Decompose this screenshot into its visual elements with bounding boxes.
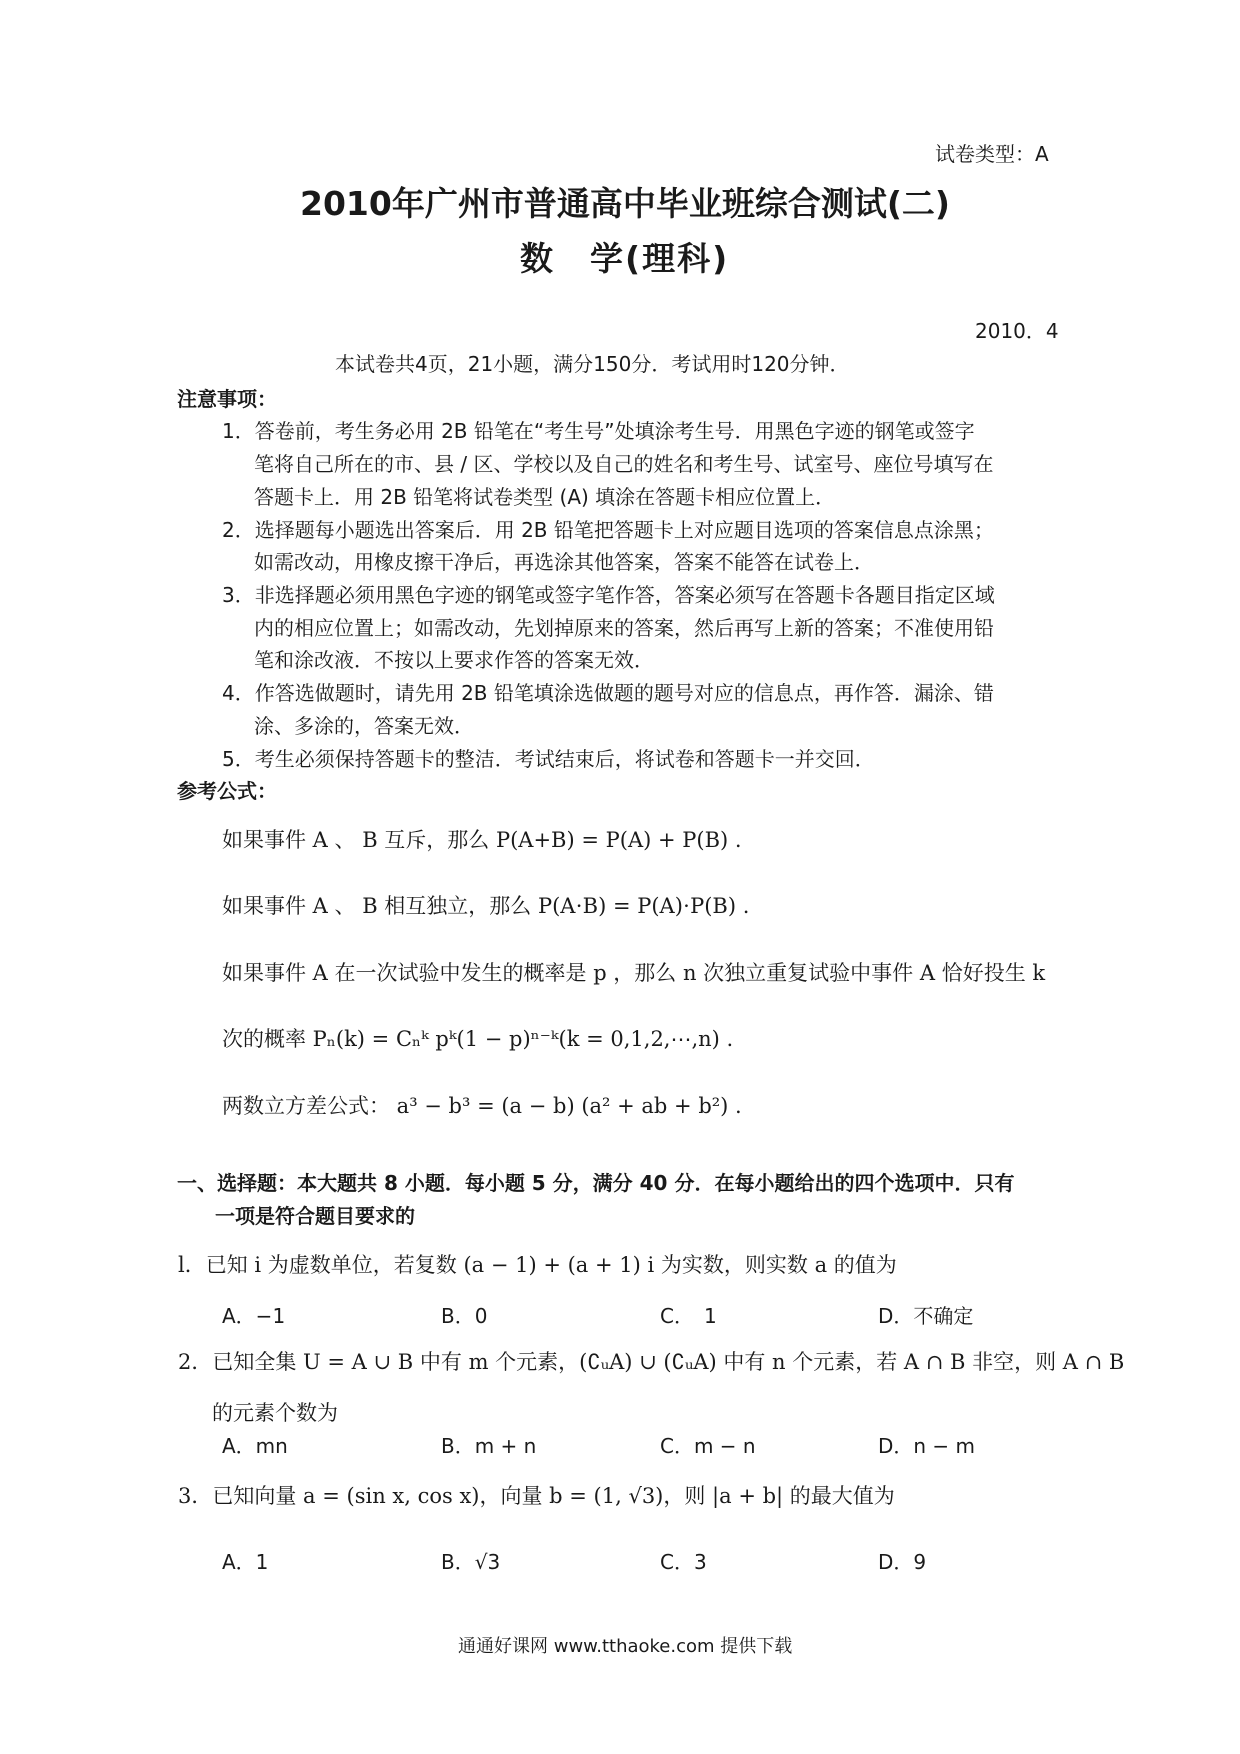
notice-line-5: 如需改动，用橡皮擦干净后，再选涂其他答案，答案不能答在试卷上． — [254, 550, 874, 574]
exam-intro: 本试卷共4页，21小题，满分150分．考试用时120分钟． — [335, 352, 850, 376]
notice-line-3: 答题卡上．用 2B 铅笔将试卷类型 (A) 填涂在答题卡相应位置上． — [254, 485, 836, 509]
q2-option-d: D．n − m — [878, 1434, 976, 1458]
q3-option-a: A．1 — [222, 1550, 269, 1574]
notice-line-11: 5．考生必须保持答题卡的整洁．考试结束后，将试卷和答题卡一并交回． — [222, 747, 875, 771]
formula-mutually-exclusive: 如果事件 A 、 B 互斥，那么 P(A+B) = P(A) + P(B) . — [222, 828, 742, 852]
formula-cube-difference: 两数立方差公式： a³ − b³ = (a − b) (a² + ab + b²) . — [222, 1094, 742, 1118]
q3-option-d: D．9 — [878, 1550, 927, 1574]
formulas-heading: 参考公式： — [177, 779, 277, 803]
notice-line-8: 笔和涂改液．不按以上要求作答的答案无效． — [254, 648, 654, 672]
formula-binomial-text: 如果事件 A 在一次试验中发生的概率是 p ，那么 n 次独立重复试验中事件 A 恰好投生 k — [222, 961, 1046, 985]
notice-line-4: 2．选择题每小题选出答案后．用 2B 铅笔把答题卡上对应题目选项的答案信息点涂黑； — [222, 518, 994, 542]
page-subtitle: 数 学(理科) — [520, 239, 730, 278]
q2-option-a: A．mn — [222, 1434, 288, 1458]
notice-heading: 注意事项： — [177, 387, 277, 411]
q1-option-c: C． 1 — [660, 1304, 717, 1328]
section-heading-cont: 一项是符合题目要求的 — [215, 1204, 415, 1228]
page-title: 2010年广州市普通高中毕业班综合测试(二) — [300, 184, 951, 223]
q1-option-b: B．0 — [441, 1304, 488, 1328]
question-2-stem-cont: 的元素个数为 — [212, 1401, 338, 1425]
notice-line-6: 3．非选择题必须用黑色字迹的钢笔或签字笔作答，答案必须写在答题卡各题目指定区域 — [222, 583, 995, 607]
notice-line-7: 内的相应位置上；如需改动，先划掉原来的答案，然后再写上新的答案；不准使用铅 — [254, 616, 994, 640]
question-2-stem: 2．已知全集 U = A ∪ B 中有 m 个元素，(∁ᵤA) ∪ (∁ᵤA) 中有 n 个元素，若 A ∩ B 非空，则 A ∩ B — [178, 1350, 1125, 1374]
formula-binomial: 次的概率 Pₙ(k) = Cₙᵏ pᵏ(1 − p)ⁿ⁻ᵏ(k = 0,1,2,⋯,n) . — [222, 1027, 734, 1051]
q3-option-b: B．√3 — [441, 1550, 501, 1574]
q2-option-c: C．m − n — [660, 1434, 756, 1458]
q1-option-a: A．−1 — [222, 1304, 286, 1328]
q3-option-c: C．3 — [660, 1550, 707, 1574]
q2-option-b: B．m + n — [441, 1434, 537, 1458]
page-footer: 通通好课网 www.tthaoke.com 提供下载 — [458, 1636, 793, 1657]
notice-line-1: 1．答卷前，考生务必用 2B 铅笔在“考生号”处填涂考生号．用黑色字迹的钢笔或签字 — [222, 419, 975, 443]
formula-independent: 如果事件 A 、 B 相互独立，那么 P(A⋅B) = P(A)⋅P(B) . — [222, 894, 750, 918]
q1-option-d: D．不确定 — [878, 1304, 974, 1328]
exam-date: 2010．4 — [975, 319, 1059, 343]
notice-line-9: 4．作答选做题时，请先用 2B 铅笔填涂选做题的题号对应的信息点，再作答．漏涂、错 — [222, 681, 994, 705]
section-heading: 一、选择题：本大题共 8 小题．每小题 5 分，满分 40 分．在每小题给出的四个选项中．只有 — [177, 1171, 1015, 1195]
question-1-stem: l．已知 i 为虚数单位，若复数 (a − 1) + (a + 1) i 为实数，则实数 a 的值为 — [178, 1253, 897, 1277]
question-3-stem: 3．已知向量 a = (sin x, cos x)，向量 b = (1, √3)，则 |a + b| 的最大值为 — [178, 1484, 895, 1508]
notice-line-2: 笔将自己所在的市、县 / 区、学校以及自己的姓名和考生号、试室号、座位号填写在 — [254, 452, 994, 476]
notice-line-10: 涂、多涂的，答案无效． — [254, 714, 474, 738]
paper-type-label: 试卷类型：A — [935, 142, 1049, 166]
